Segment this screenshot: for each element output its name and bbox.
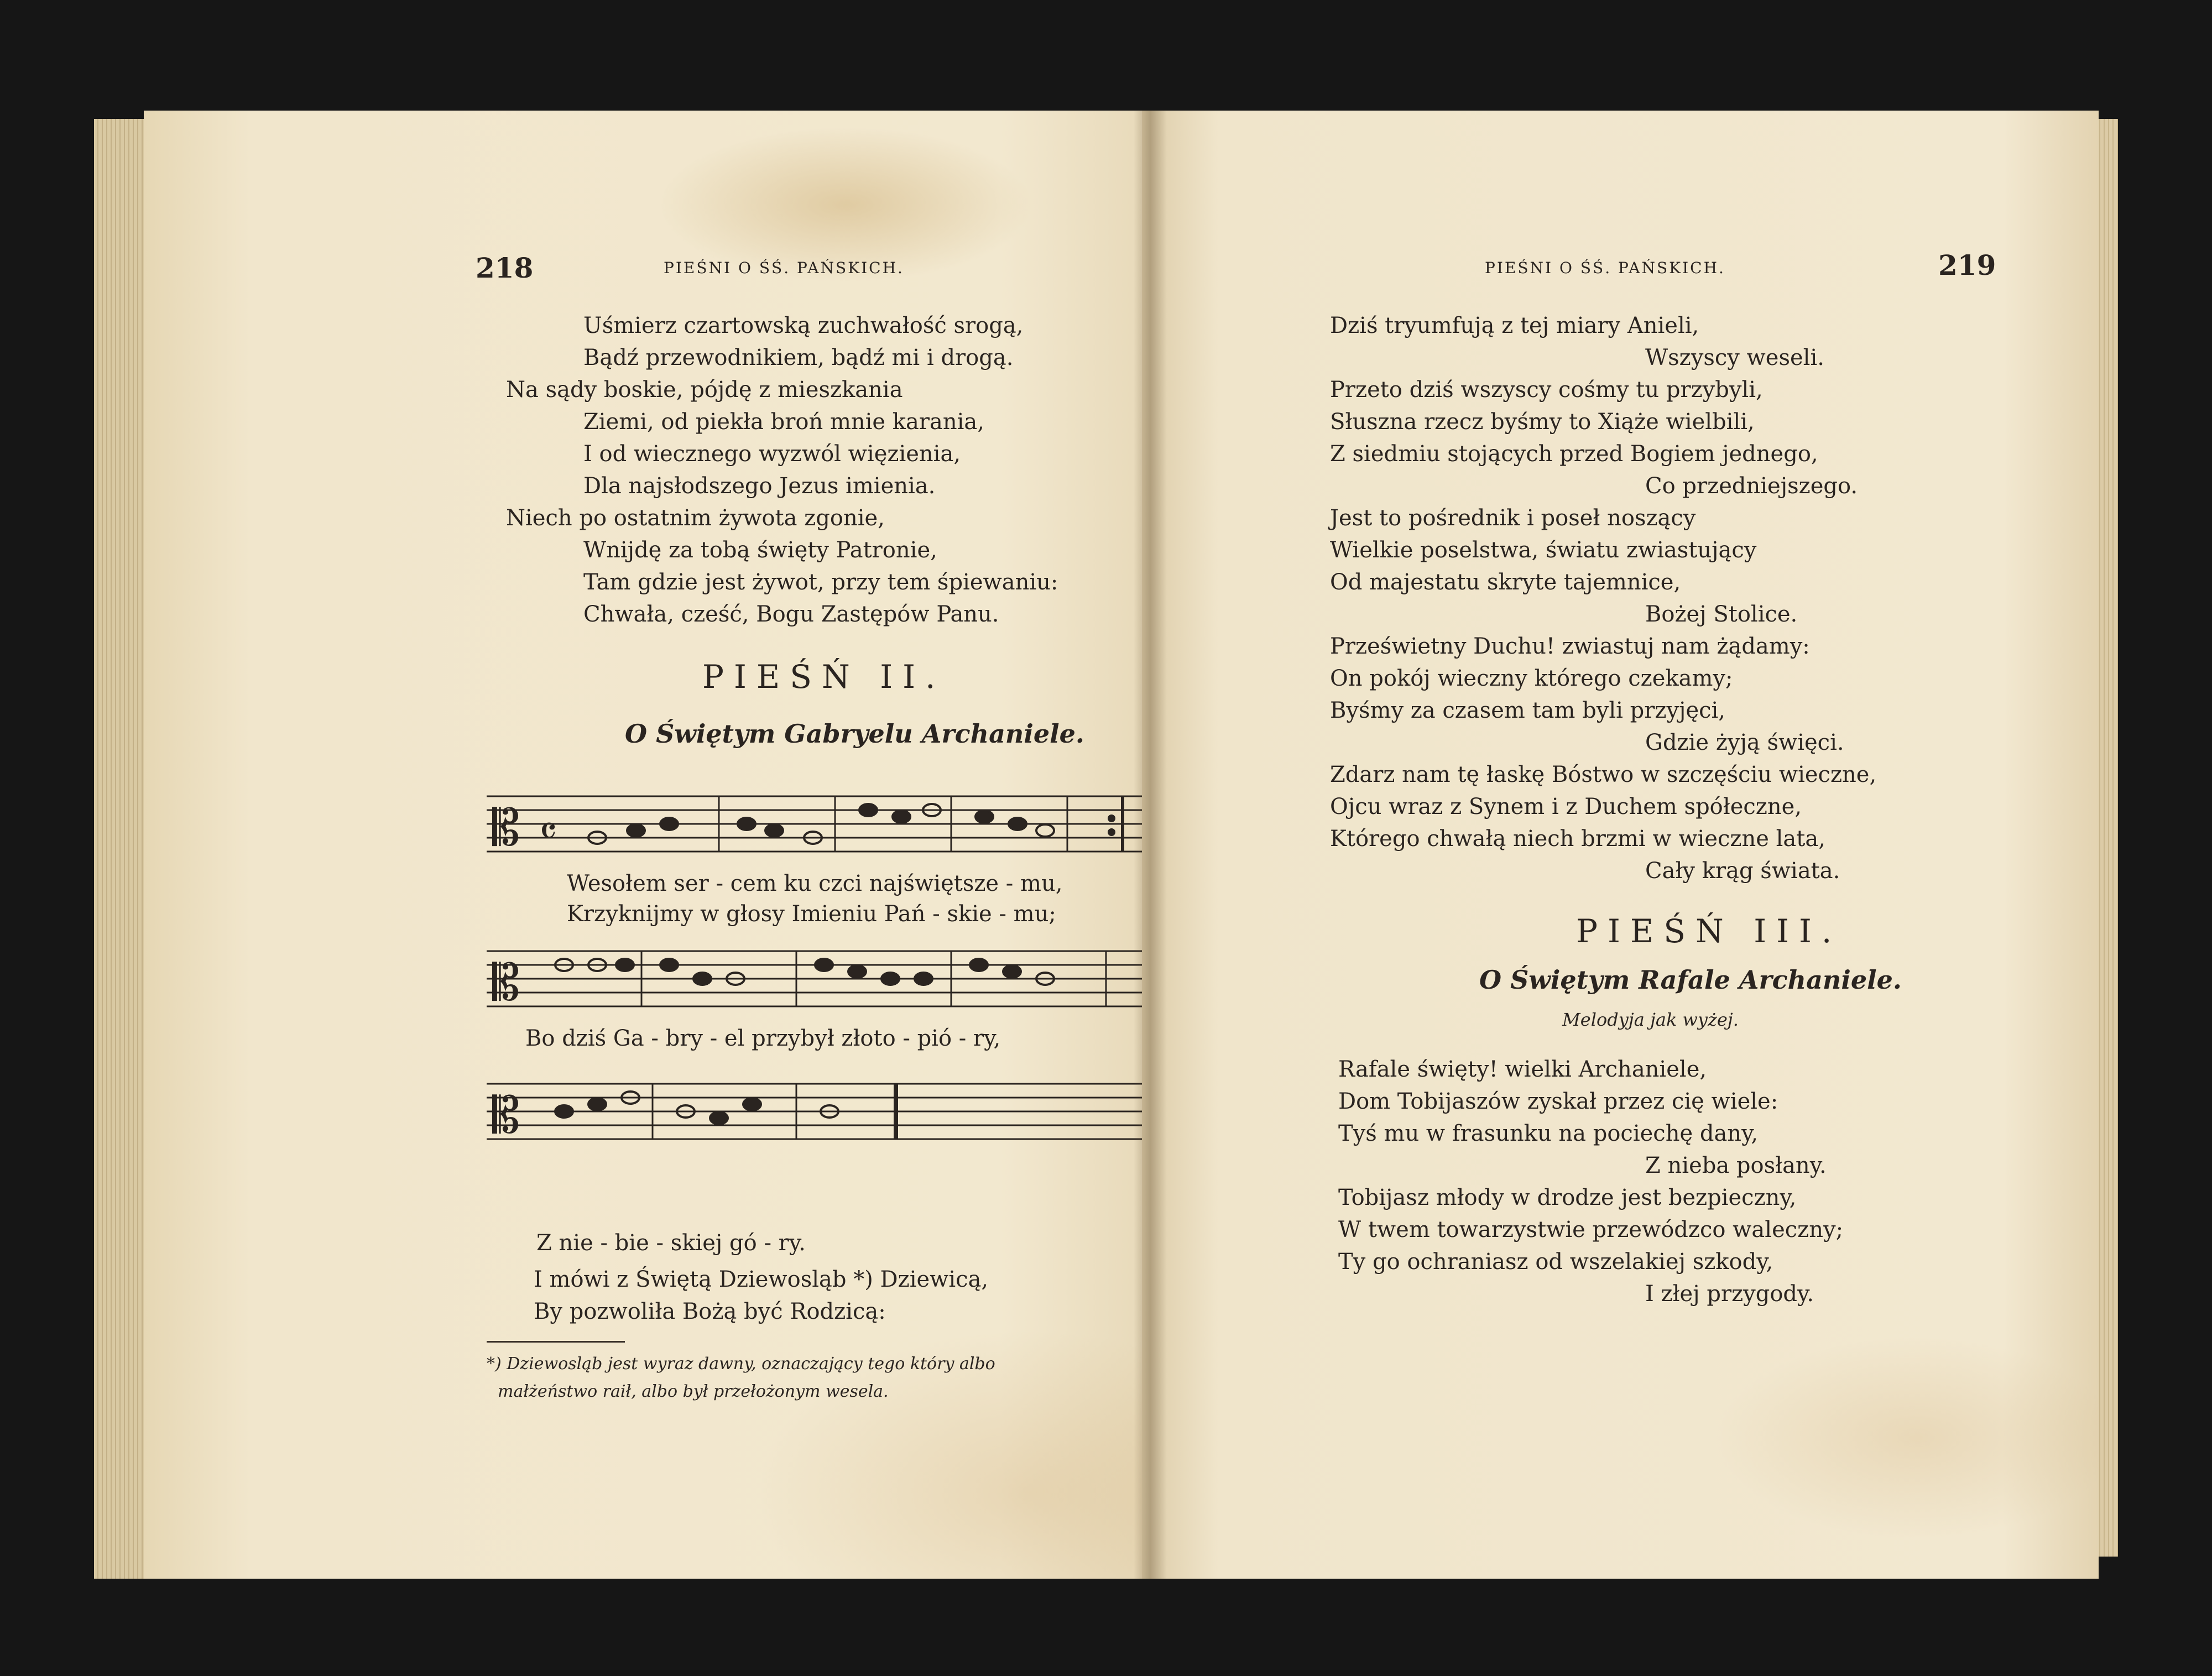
verse-line: Wszyscy weseli. (1645, 345, 1824, 370)
verse-line: Dla najsłodszego Jezus imienia. (583, 473, 936, 499)
verse-line: Prześwietny Duchu! zwiastuj nam żądamy: (1330, 634, 1810, 659)
song-title: PIEŚŃ III. (1576, 912, 1842, 950)
verse-line: On pokój wieczny którego czekamy; (1330, 666, 1733, 691)
page-number: 218 (476, 252, 534, 284)
verse-line: Byśmy za czasem tam byli przyjęci, (1330, 698, 1726, 723)
verse-line: Bądź przewodnikiem, bądź mi i drogą. (583, 345, 1014, 370)
svg-text:𝄡: 𝄡 (492, 954, 520, 1012)
verse-line: Przeto dziś wszyscy cośmy tu przybyli, (1330, 377, 1763, 403)
verse-line: Chwała, cześć, Bogu Zastępów Panu. (583, 602, 999, 627)
music-lyrics: Krzyknijmy w głosy Imieniu Pań - skie - mu; (567, 901, 1056, 927)
music-lyrics: Z nie - bie - skiej gó - ry. (536, 1230, 806, 1256)
verse-line: Tobijasz młody w drodze jest bezpieczny, (1338, 1185, 1797, 1210)
svg-text:𝄴: 𝄴 (539, 808, 557, 854)
melody-note: Melodyja jak wyżej. (1562, 1009, 1739, 1030)
verse-line: Z siedmiu stojących przed Bogiem jednego, (1330, 441, 1818, 467)
verse-line: Tam gdzie jest żywot, przy tem śpiewaniu: (583, 570, 1058, 595)
footnote-line: *) Dziewosląb jest wyraz dawny, oznaczający tego który albo (487, 1354, 995, 1374)
verse-line: Którego chwałą niech brzmi w wieczne lata, (1330, 826, 1825, 852)
svg-text:𝄡: 𝄡 (492, 1087, 520, 1145)
footnote-line: małżeństwo raił, albo był przełożonym wesela. (498, 1382, 889, 1401)
page-number: 219 (1938, 249, 1996, 281)
verse-line: Zdarz nam tę łaskę Bóstwo w szczęściu wieczne, (1330, 762, 1877, 787)
verse-line: Ziemi, od piekła broń mnie karania, (583, 409, 984, 435)
music-lyrics: Wesołem ser - cem ku czci najświętsze - mu, (567, 871, 1063, 896)
left-page (144, 111, 1214, 1579)
verse-line: Jest to pośrednik i poseł noszący (1330, 505, 1696, 531)
verse-line: Gdzie żyją święci. (1645, 730, 1844, 755)
right-page (1142, 111, 2099, 1579)
verse-line: Tyś mu w frasunku na pociechę dany, (1338, 1121, 1759, 1146)
running-head: PIEŚNI O ŚŚ. PAŃSKICH. (664, 259, 904, 277)
song-subtitle: O Świętym Gabryelu Archaniele. (625, 719, 1084, 749)
song-subtitle: O Świętym Rafale Archaniele. (1479, 965, 1902, 995)
book-gutter (1134, 111, 1167, 1579)
verse-line: Bożej Stolice. (1645, 602, 1798, 627)
verse-line: Dom Tobijaszów zyskał przez cię wiele: (1338, 1089, 1778, 1114)
verse-line: Ty go ochraniasz od wszelakiej szkody, (1338, 1249, 1773, 1275)
verse-line: Rafale święty! wielki Archaniele, (1338, 1057, 1707, 1082)
music-staff-3 (487, 1067, 1167, 1156)
verse-line: I mówi z Świętą Dziewosląb *) Dziewicą, (534, 1267, 989, 1292)
music-staff-1 (487, 780, 1167, 868)
verse-line: Wnijdę za tobą święty Patronie, (583, 537, 937, 563)
verse-line: Ojcu wraz z Synem i z Duchem spółeczne, (1330, 794, 1802, 819)
verse-line: Na sądy boskie, pójdę z mieszkania (506, 377, 903, 403)
verse-line: Niech po ostatnim żywota zgonie, (506, 505, 885, 531)
song-title: PIEŚŃ II. (702, 658, 946, 696)
verse-line: I od wiecznego wyzwól więzienia, (583, 441, 961, 467)
verse-line: By pozwoliła Bożą być Rodzicą: (534, 1299, 886, 1324)
verse-line: Wielkie poselstwa, światu zwiastujący (1330, 537, 1757, 563)
verse-line: W twem towarzystwie przewódzco waleczny; (1338, 1217, 1844, 1242)
verse-line: I złej przygody. (1645, 1281, 1814, 1307)
footnote-rule (487, 1341, 625, 1343)
verse-line: Dziś tryumfują z tej miary Anieli, (1330, 313, 1699, 338)
open-book (83, 97, 2118, 1601)
verse-line: Co przedniejszego. (1645, 473, 1858, 499)
music-lyrics: Bo dziś Ga - bry - el przybył złoto - pió - ry, (525, 1026, 1001, 1051)
verse-line: Z nieba posłany. (1645, 1153, 1827, 1178)
verse-line: Od majestatu skryte tajemnice, (1330, 570, 1681, 595)
svg-text:𝄡: 𝄡 (492, 799, 520, 857)
verse-line: Uśmierz czartowską zuchwałość srogą, (583, 313, 1024, 338)
verse-line: Cały krąg świata. (1645, 858, 1840, 884)
music-staff-2 (487, 934, 1167, 1023)
running-head: PIEŚNI O ŚŚ. PAŃSKICH. (1485, 259, 1725, 277)
verse-line: Słuszna rzecz byśmy to Xiąże wielbili, (1330, 409, 1755, 435)
